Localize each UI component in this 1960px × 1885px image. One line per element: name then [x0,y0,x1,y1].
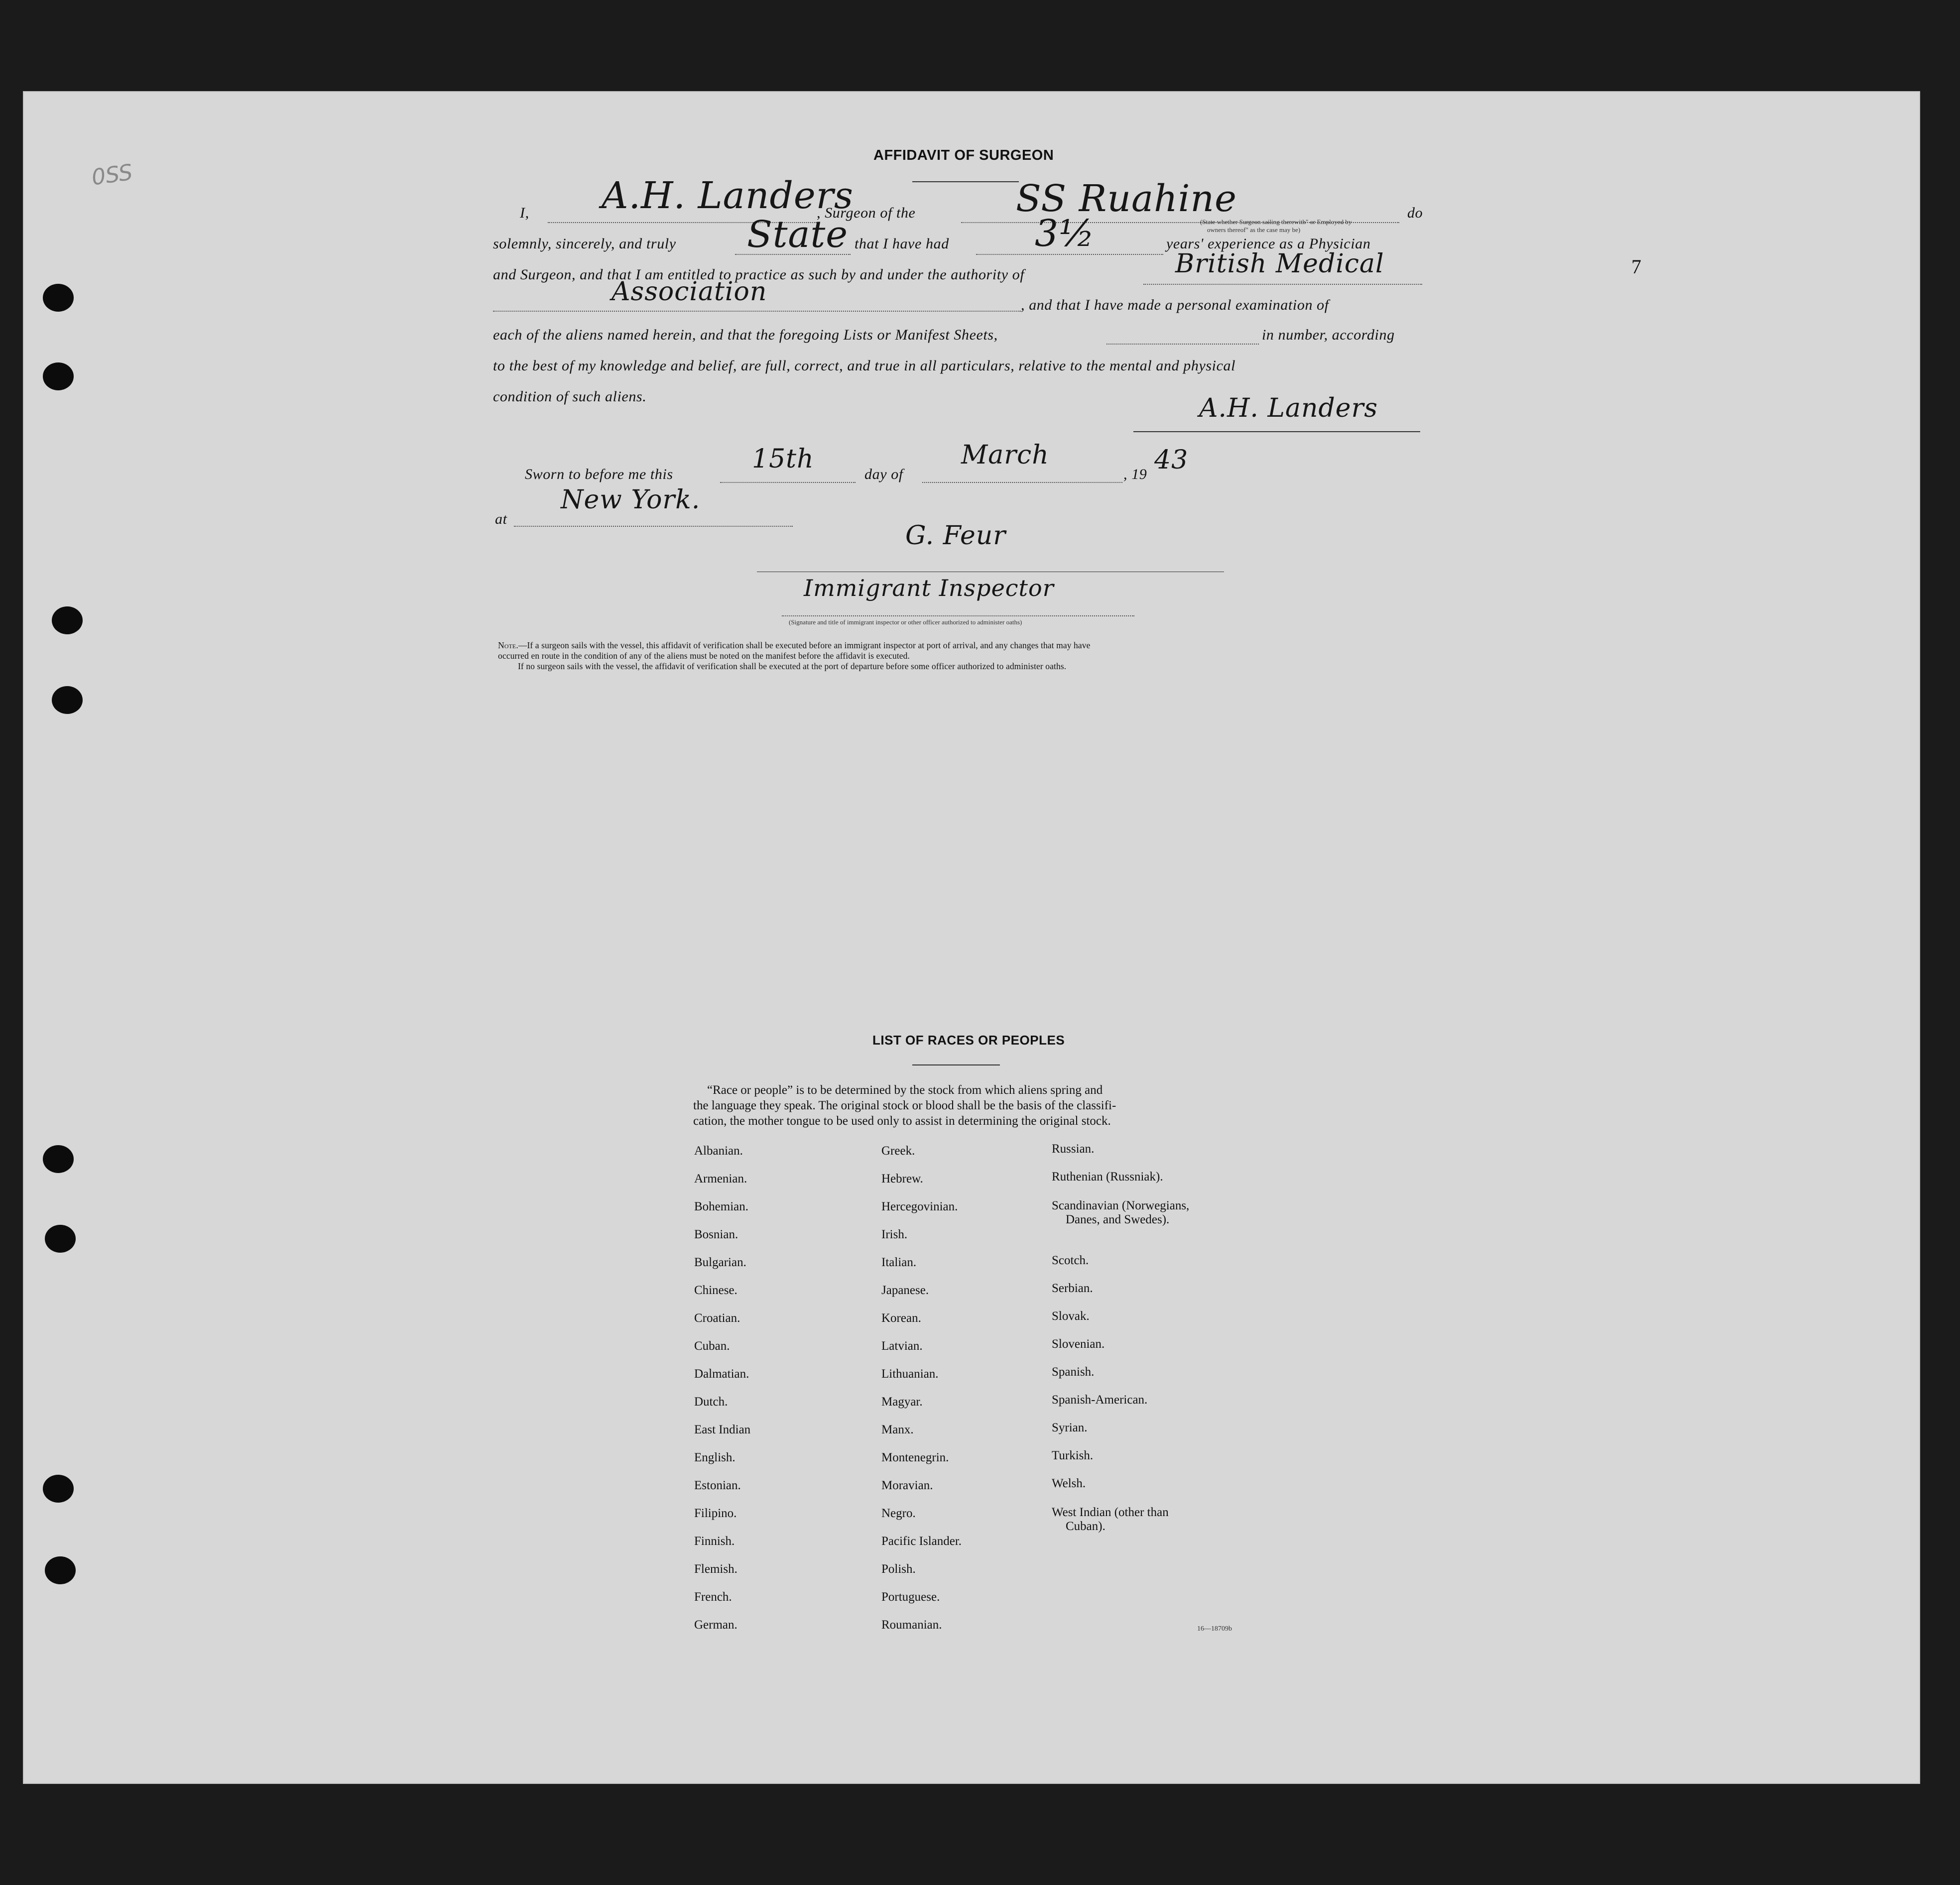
race-item: Cuban. [694,1339,730,1353]
affidavit-note [498,640,1425,672]
race-item: Pacific Islander. [881,1534,962,1548]
race-item: Ruthenian (Russniak). [1052,1170,1163,1183]
day-handwritten: 15th [752,444,814,474]
race-item: English. [694,1451,735,1464]
note-line-1: —If a surgeon sails with the vessel, this affidavit of verification shall be executed before an immigrant inspector at port of arrival, and any changes that may have [518,640,1091,650]
race-item: Danes, and Swedes). [1066,1213,1170,1226]
race-item: Hebrew. [881,1172,923,1185]
race-item: Bosnian. [694,1228,738,1241]
punch-hole [43,1145,74,1173]
race-item: Syrian. [1052,1421,1088,1434]
race-item: Filipino. [694,1507,737,1520]
place-handwritten: New York. [561,485,701,515]
race-item: Latvian. [881,1339,923,1353]
note-label: Note. [498,640,518,650]
race-item: Flemish. [694,1562,737,1576]
race-item: Italian. [881,1256,917,1269]
race-item: Spanish-American. [1052,1393,1148,1407]
race-item: Irish. [881,1228,908,1241]
race-item: Negro. [881,1507,916,1520]
do-label: do [1407,205,1423,221]
race-item: Polish. [881,1562,916,1576]
race-item: Magyar. [881,1395,923,1409]
at-label: at [495,511,507,527]
year-handwritten: 43 [1154,445,1189,475]
races-title-underline [912,1064,1000,1065]
punch-hole [43,284,74,312]
race-item: Montenegrin. [881,1451,949,1464]
best-knowledge-text: to the best of my knowledge and belief, are full, correct, and true in all particulars, relative to the mental and physical [493,357,1236,374]
have-had-text: that I have had [855,236,949,252]
race-item: Greek. [881,1144,915,1158]
pencil-mark: 0SS [90,159,134,191]
foregoing-lists-text: each of the aliens named herein, and that the foregoing Lists or Manifest Sheets, [493,327,998,343]
race-item: Portuguese. [881,1590,940,1604]
race-item: Russian. [1052,1142,1095,1156]
personal-exam-text: , and that I have made a personal examination of [1021,297,1329,313]
solemnly-text: solemnly, sincerely, and truly [493,236,676,252]
race-item: Albanian. [694,1144,743,1158]
race-item: Finnish. [694,1534,735,1548]
authority-text: and Surgeon, and that I am entitled to practice as such by and under the authority of [493,266,1025,283]
races-intro [693,1082,1116,1129]
fill-line [514,526,793,527]
year-prefix: , 19 [1123,466,1147,482]
race-item: Serbian. [1052,1282,1093,1295]
affidavit-pronoun: I, [520,205,529,221]
fill-line [1143,284,1422,285]
fill-line [782,615,1134,616]
note-line-3: If no surgeon sails with the vessel, the affidavit of verification shall be executed at the port of departure before some officer authorized to administer oaths. [518,661,1067,671]
race-item: Dalmatian. [694,1367,749,1381]
punch-hole [45,1225,76,1253]
frame-number: 7 [1631,255,1641,278]
punch-hole [52,606,83,634]
race-item: Scandinavian (Norwegians, [1052,1199,1190,1212]
experience-text: years' experience as a Physician [1166,236,1371,252]
race-item: Slovenian. [1052,1337,1105,1351]
inspector-signature: G. Feur [905,521,1006,551]
fill-line [493,311,1021,312]
punch-hole [52,686,83,714]
surgeon-signature: A.H. Landers [1199,393,1378,423]
condition-text: condition of such aliens. [493,388,647,405]
race-item: Manx. [881,1423,914,1436]
intro-line-3: cation, the mother tongue to be used only to assist in determining the original stock. [693,1114,1111,1128]
race-item: West Indian (other than [1052,1506,1169,1519]
race-item: Moravian. [881,1479,933,1492]
day-of-text: day of [864,466,903,482]
race-item: Spanish. [1052,1365,1095,1379]
race-item: Cuban). [1066,1520,1105,1533]
race-item: Lithuanian. [881,1367,939,1381]
race-item: Croatian. [694,1311,740,1325]
years-handwritten: 3½ [1035,212,1095,255]
race-item: Bulgarian. [694,1256,746,1269]
vessel-name-handwritten: SS Ruahine [1016,177,1237,220]
race-item: Estonian. [694,1479,741,1492]
inspector-title-handwritten: Immigrant Inspector [804,575,1054,601]
race-item: Slovak. [1052,1309,1090,1323]
form-number: 16—18709b [1197,1625,1232,1633]
race-item: Dutch. [694,1395,728,1409]
race-item: Chinese. [694,1284,737,1297]
race-item: Turkish. [1052,1449,1094,1462]
signature-line [1133,431,1420,432]
sworn-text: Sworn to before me this [525,466,673,482]
race-item: Bohemian. [694,1200,749,1213]
month-handwritten: March [961,440,1049,470]
verb-handwritten: State [747,213,849,256]
race-item: Armenian. [694,1172,747,1185]
in-number-text: in number, according [1262,327,1395,343]
race-item: Hercegovinian. [881,1200,958,1213]
race-item: Korean. [881,1311,921,1325]
races-title: LIST OF RACES OR PEOPLES [872,1033,1065,1048]
punch-hole [43,362,74,390]
fill-line [1106,344,1259,345]
vessel-instruction: owners thereof" as the case may be) [1207,226,1301,234]
note-line-2: occurred en route in the condition of any of the aliens must be noted on the manifest before the affidavit is executed. [498,651,910,661]
intro-line-2: the language they speak. The original stock or blood shall be the basis of the classifi- [693,1099,1116,1112]
vessel-instruction: (State whether Surgeon sailing therewith" or Employed by [1200,218,1352,226]
race-item: Welsh. [1052,1477,1086,1490]
punch-hole [45,1556,76,1584]
race-item: East Indian [694,1423,751,1436]
inspector-caption: (Signature and title of immigrant inspector or other officer authorized to administer oaths) [789,618,1022,626]
fill-line [720,482,856,483]
fill-line [922,482,1122,483]
race-item: German. [694,1618,737,1632]
affidavit-title: AFFIDAVIT OF SURGEON [873,147,1054,163]
punch-hole [43,1475,74,1503]
authority-handwritten-cont: Association [612,277,767,307]
race-item: Scotch. [1052,1254,1089,1267]
authority-handwritten: British Medical [1175,249,1384,279]
race-item: French. [694,1590,732,1604]
surgeon-of-label: , Surgeon of the [817,205,916,221]
race-item: Roumanian. [881,1618,942,1632]
intro-line-1: “Race or people” is to be determined by the stock from which aliens spring and [707,1083,1103,1097]
race-item: Japanese. [881,1284,929,1297]
surgeon-name-handwritten: A.H. Landers [602,174,854,217]
title-underline [912,181,1019,182]
document-sheet [23,91,1920,1784]
